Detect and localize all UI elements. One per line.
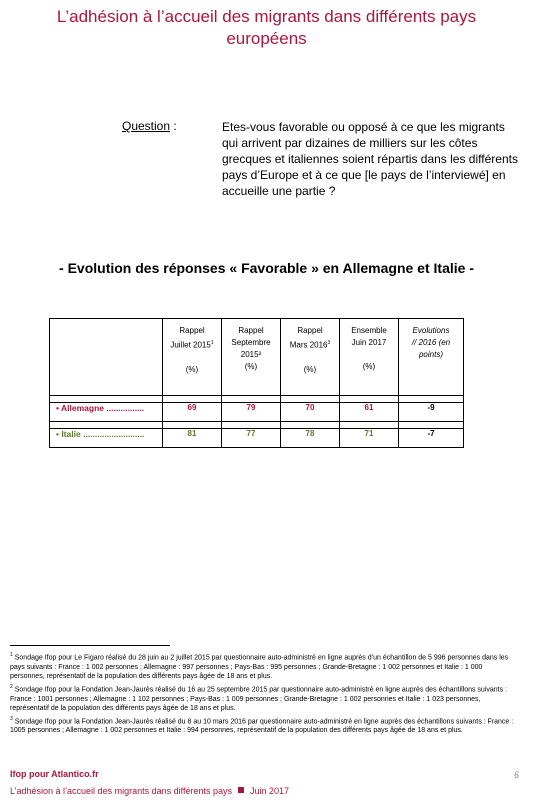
evolution-cell: -9 <box>399 403 464 422</box>
footnote-divider <box>10 645 170 646</box>
footnotes <box>10 651 518 737</box>
question-label <box>122 119 177 133</box>
table-spacer-row <box>50 396 464 403</box>
header-label: Septembre <box>231 338 271 347</box>
row-label: • Allemagne ................ <box>50 403 163 422</box>
header-label <box>163 352 221 364</box>
row-label: • Italie .......................... <box>50 429 163 448</box>
header-label <box>340 349 398 361</box>
header-cell-sep2015 <box>222 319 281 396</box>
square-bullet-icon <box>238 787 244 793</box>
table-row-allemagne <box>50 403 464 422</box>
table-cell: 79 <box>222 403 281 422</box>
footer-doc-title: L’adhésion à l’accueil des migrants dans différents pays <box>10 786 232 796</box>
table-cell: 61 <box>340 403 399 422</box>
table-cell: 69 <box>163 403 222 422</box>
question-text: Etes-vous favorable ou opposé à ce que les migrants qui arrivent par dizaines de milliers sur les côtes grecques et italiennes soient répartis dans les différents pays d’Europe et à ce que [le pays de l’interviewé] en accueille une partie ? <box>222 120 518 198</box>
table-cell: 71 <box>340 429 399 448</box>
page-title <box>20 6 513 50</box>
header-unit: (%) <box>185 364 199 374</box>
footer-doc-line <box>10 786 289 796</box>
header-label: 2015² <box>240 350 262 359</box>
header-cell-mar2016 <box>281 319 340 396</box>
header-unit: (%) <box>362 362 376 371</box>
table-header-row <box>50 319 464 396</box>
title-line-2: européens <box>226 29 307 48</box>
table-cell: 77 <box>222 429 281 448</box>
table-cell: 81 <box>163 429 222 448</box>
header-label: // 2016 (en <box>411 338 451 347</box>
table-row-italie <box>50 429 464 448</box>
footnote-1: $^1$ Sondage Ifop pour Le Figaro réalisé du 28 juin au 2 juillet 2015 par questionnaire auto-administré en ligne auprès d’un échantillon de 5 996 personnes dans les pays suivants : France : 1 002 personnes ; Allemagne : 997 personnes ; Pays-Bas : 995 personnes ; Grande-Bretagne : 1 002 personnes et Italie : 1 000 personnes, représentatif de la population des différents pays âgée de 18 ans et plus. <box>10 652 509 681</box>
header-label: Evolutions <box>412 326 450 335</box>
header-label <box>281 352 339 364</box>
table-subtitle: - Evolution des réponses « Favorable » en Allemagne et Italie - <box>59 260 474 276</box>
table-spacer-row <box>50 422 464 429</box>
question-label-text: Question <box>122 119 171 133</box>
question-colon: : <box>170 119 177 133</box>
evolution-cell: -7 <box>399 429 464 448</box>
header-label: Rappel <box>297 326 323 335</box>
header-label: Rappel <box>179 326 205 335</box>
title-line-1: L’adhésion à l’accueil des migrants dans différents pays <box>56 7 477 26</box>
header-empty-cell <box>50 319 163 396</box>
footer-date: Juin 2017 <box>249 786 290 796</box>
header-cell-evolution <box>399 319 464 396</box>
header-label: Juillet 2015$^1$ <box>170 340 214 350</box>
header-label: points) <box>418 350 443 359</box>
header-cell-jul2015 <box>163 319 222 396</box>
header-cell-jun2017 <box>340 319 399 396</box>
footnote-3: $^3$ Sondage Ifop pour la Fondation Jean-Jaurès réalisé du 8 au 10 mars 2016 par questionnaire auto-administré en ligne auprès des échantillons suivants : France : 1005 personnes ; Allemagne : 1 002 personnes et Italie : 994 personnes, représentatif de la population des différents pays âgée de 18 ans et plus. <box>10 715 514 735</box>
header-unit: (%) <box>244 362 258 371</box>
page-number: 6 <box>513 770 519 780</box>
table-cell: 70 <box>281 403 340 422</box>
header-label: Ensemble <box>351 326 387 335</box>
header-unit: (%) <box>303 364 317 374</box>
header-label: Rappel <box>238 326 264 335</box>
results-table <box>49 318 464 448</box>
header-label: Juin 2017 <box>351 338 387 347</box>
table-cell: 78 <box>281 429 340 448</box>
header-label: Mars 2016$^3$ <box>289 340 331 350</box>
footer-brand: Ifop pour Atlantico.fr <box>10 769 99 779</box>
footnote-2: $^2$ Sondage Ifop pour la Fondation Jean-Jaurès réalisé du 16 au 25 septembre 2015 par questionnaire auto-administré en ligne auprès des échantillons suivants : France : 1001 personnes ; Allemagne : 1 102 personnes ; Pays-Bas : 1 009 personnes ; Grande-Bretagne : 1 002 personnes et Italie : 1 023 personnes, représentatif de la population des différents pays âgée de 18 ans et plus. <box>10 683 507 713</box>
